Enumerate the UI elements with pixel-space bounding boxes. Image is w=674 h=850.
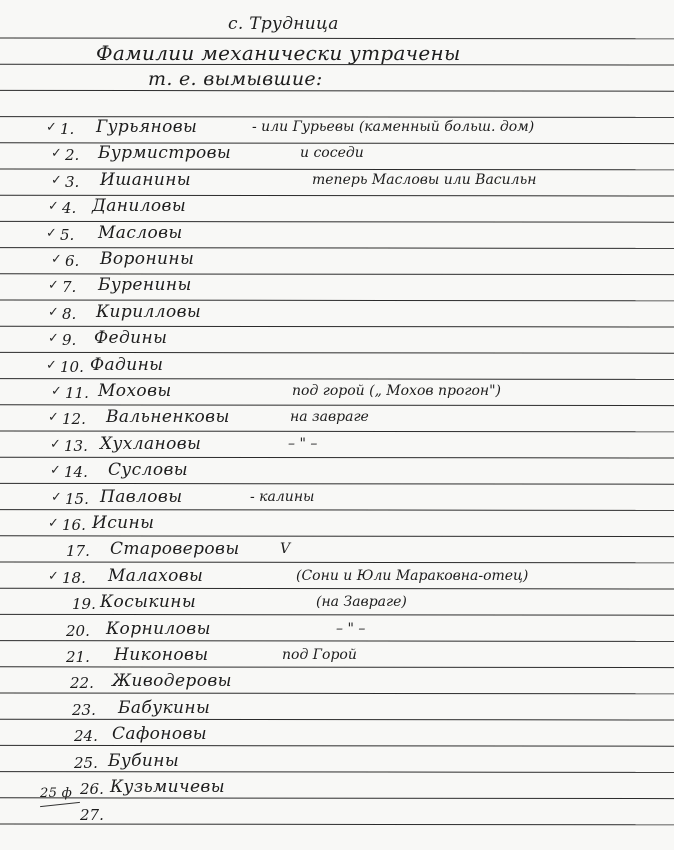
list-item	[0, 354, 674, 380]
entry-note: - калины	[250, 488, 315, 505]
entry-number: 9.	[62, 331, 77, 350]
entry-note: - или Гурьевы (каменный больш. дом)	[252, 119, 535, 135]
list-item	[0, 565, 674, 591]
entry-surname: Кирилловы	[96, 301, 202, 322]
entry-note: под Горой	[282, 647, 357, 663]
entry-note: (Сони и Юли Мараковна-отец)	[296, 567, 529, 584]
list-item	[0, 327, 674, 353]
entry-surname: Даниловы	[92, 196, 187, 217]
margin-note: 25 ф	[40, 786, 73, 801]
check-mark: ✓	[48, 516, 59, 531]
entry-number: 2.	[65, 146, 80, 165]
entry-number: 6.	[65, 252, 80, 270]
entry-number: 23.	[72, 700, 96, 719]
list-item	[0, 776, 674, 802]
entry-surname: Хухлановы	[100, 433, 202, 454]
list-item	[0, 750, 674, 776]
entry-surname: Живодеровы	[112, 671, 232, 692]
list-item	[0, 591, 674, 617]
check-mark: ✓	[48, 304, 59, 320]
entry-surname: Кузьмичевы	[110, 777, 225, 797]
entry-number: 24.	[74, 727, 98, 746]
check-mark: ✓	[48, 331, 59, 347]
entry-surname: Косыкины	[100, 592, 197, 613]
entry-note: – " –	[288, 435, 318, 452]
list-item	[0, 248, 674, 274]
ruled-line	[0, 90, 674, 91]
list-item	[0, 406, 674, 432]
check-mark: ✓	[48, 199, 59, 215]
entry-number: 5.	[60, 225, 75, 244]
entry-surname: Федины	[94, 328, 168, 349]
entry-number: 22.	[70, 674, 94, 693]
list-item	[0, 486, 674, 512]
entry-surname: Корниловы	[106, 618, 211, 639]
entry-surname: Бабукины	[118, 697, 211, 718]
list-item	[0, 670, 674, 696]
list-item	[0, 169, 674, 195]
entry-surname: Гурьяновы	[96, 117, 198, 137]
entry-surname: Сафоновы	[112, 724, 208, 745]
entry-number: 10.	[60, 357, 84, 376]
check-mark: ✓	[51, 384, 62, 399]
list-item	[0, 433, 674, 459]
list-item	[0, 538, 674, 564]
entry-surname: Моховы	[98, 381, 172, 401]
check-mark: ✓	[51, 172, 62, 188]
list-item	[0, 459, 674, 485]
entry-number: 25.	[74, 753, 98, 772]
check-mark: ✓	[48, 278, 59, 294]
list-item	[0, 116, 674, 142]
entry-number: 20.	[66, 621, 90, 640]
entry-note: под горой („ Мохов прогон")	[292, 383, 502, 399]
entry-note: и соседи	[300, 145, 364, 162]
entry-number: 26.	[80, 780, 104, 798]
entry-surname: Воронины	[100, 249, 195, 269]
list-item	[0, 301, 674, 327]
entry-surname: Исины	[92, 513, 155, 533]
list-item	[0, 195, 674, 221]
ruled-line	[0, 38, 674, 39]
entry-number: 8.	[62, 304, 77, 323]
entry-surname: Бурмистровы	[98, 143, 232, 164]
list-item	[0, 723, 674, 749]
entry-number: 21.	[66, 648, 90, 666]
entry-note: (на Заврагe)	[316, 594, 407, 611]
list-item	[0, 274, 674, 300]
check-mark: ✓	[46, 120, 57, 135]
entry-surname: Павловы	[100, 486, 183, 507]
entry-surname: Вальненковы	[106, 407, 230, 428]
check-mark: ✓	[51, 146, 62, 162]
list-item	[0, 644, 674, 670]
entry-number: 4.	[62, 199, 77, 218]
entry-number: 14.	[64, 463, 88, 482]
list-item	[0, 802, 674, 828]
entry-number: 15.	[65, 489, 89, 508]
entry-surname: Масловы	[98, 222, 183, 243]
check-mark: ✓	[46, 357, 57, 373]
entry-surname: Ишанины	[100, 169, 192, 190]
entry-number: 16.	[62, 516, 86, 534]
entry-surname: Бубины	[108, 750, 180, 771]
list-item	[0, 618, 674, 644]
list-item	[0, 142, 674, 168]
check-mark: ✓	[51, 252, 62, 267]
header-subtitle: т. е. вымывшие:	[148, 68, 323, 90]
entry-surname: Фадины	[90, 354, 164, 375]
entry-note: на заврагe	[290, 409, 369, 426]
entry-note: V	[280, 541, 291, 558]
entry-number: 3.	[65, 172, 80, 191]
entry-number: 18.	[62, 568, 86, 587]
entry-number: 19.	[72, 595, 96, 614]
list-item	[0, 697, 674, 723]
entry-surname: Буренины	[98, 275, 192, 296]
entry-number: 13.	[64, 436, 88, 455]
entry-note: – " –	[336, 620, 366, 637]
list-item	[0, 222, 674, 248]
entry-surname: Малаховы	[108, 565, 204, 586]
entry-surname: Староверовы	[110, 539, 240, 560]
check-mark: ✓	[50, 463, 61, 479]
check-mark: ✓	[46, 225, 57, 241]
entry-number: 7.	[62, 278, 77, 297]
list-item	[0, 512, 674, 538]
entry-number: 11.	[65, 384, 89, 402]
entry-note: теперь Масловы или Васильн	[312, 171, 537, 188]
check-mark: ✓	[48, 410, 59, 426]
header-title: Фамилии механически утрачены	[96, 41, 461, 65]
header-location: с. Трудница	[228, 14, 339, 34]
list-item	[0, 380, 674, 406]
entry-surname: Никоновы	[114, 645, 209, 665]
entry-number: 27.	[80, 806, 104, 825]
entry-number: 12.	[62, 410, 86, 429]
check-mark: ✓	[50, 436, 61, 452]
check-mark: ✓	[51, 489, 62, 505]
entry-surname: Сусловы	[108, 460, 188, 481]
entry-number: 17.	[66, 542, 90, 561]
check-mark: ✓	[48, 568, 59, 584]
entry-number: 1.	[60, 120, 75, 138]
